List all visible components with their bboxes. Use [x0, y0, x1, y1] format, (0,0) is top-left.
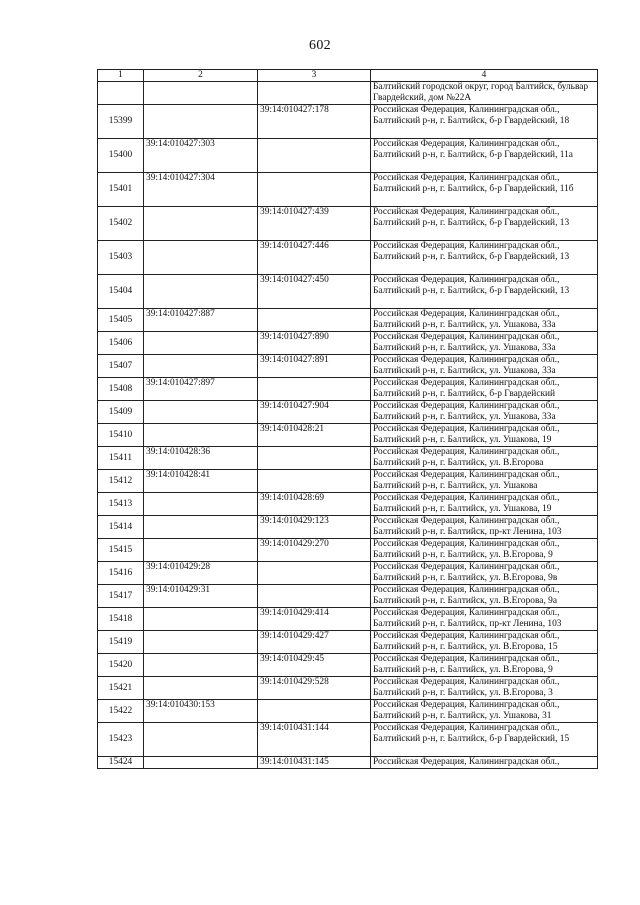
address-cell: Российская Федерация, Калининградская обл., Балтийский р-н, г. Балтийск, ул. Ушакова, 33а: [371, 309, 598, 332]
related-cadastral-number-cell: 39:14:010427:439: [258, 207, 371, 241]
related-cadastral-number-cell: [258, 173, 371, 207]
related-cadastral-number-cell: 39:14:010428:21: [258, 424, 371, 447]
cadastral-number-cell: [144, 539, 258, 562]
related-cadastral-number-cell: 39:14:010431:144: [258, 723, 371, 757]
cadastral-number-cell: [144, 654, 258, 677]
cadastral-number-cell: [144, 207, 258, 241]
address-cell: Российская Федерация, Калининградская обл., Балтийский р-н, г. Балтийск, б-р Гвардейский, 11б: [371, 173, 598, 207]
address-cell: Российская Федерация, Калининградская обл., Балтийский р-н, г. Балтийск, ул. Ушакова, 33а: [371, 401, 598, 424]
table-row: [98, 275, 598, 309]
column-header: 2: [144, 70, 258, 82]
cadastral-number-cell: [144, 105, 258, 139]
table-row: [98, 654, 598, 677]
table-row: [98, 700, 598, 723]
cadastral-number-cell: 39:14:010428:41: [144, 470, 258, 493]
related-cadastral-number-cell: [258, 309, 371, 332]
related-cadastral-number-cell: 39:14:010431:145: [258, 757, 371, 769]
address-cell: Российская Федерация, Калининградская обл., Балтийский р-н, г. Балтийск, ул. Ушакова, 31: [371, 700, 598, 723]
address-cell: Российская Федерация, Калининградская обл., Балтийский р-н, г. Балтийск, б-р Гвардейский, 15: [371, 723, 598, 757]
cadastral-number-cell: [144, 355, 258, 378]
row-number-cell: 15416: [98, 562, 144, 585]
cadastral-number-cell: [144, 723, 258, 757]
address-cell: Российская Федерация, Калининградская обл., Балтийский р-н, г. Балтийск, ул. Ушакова, 19: [371, 493, 598, 516]
table-row: [98, 173, 598, 207]
related-cadastral-number-cell: 39:14:010429:528: [258, 677, 371, 700]
related-cadastral-number-cell: [258, 447, 371, 470]
cadastral-number-cell: 39:14:010429:28: [144, 562, 258, 585]
row-number-cell: 15401: [98, 173, 144, 207]
related-cadastral-number-cell: [258, 470, 371, 493]
address-cell: Российская Федерация, Калининградская обл., Балтийский р-н, г. Балтийск, б-р Гвардейский, 13: [371, 275, 598, 309]
table-row: [98, 332, 598, 355]
table-row: [98, 355, 598, 378]
cadastral-number-cell: 39:14:010430:153: [144, 700, 258, 723]
table-row: [98, 516, 598, 539]
address-cell: Российская Федерация, Калининградская обл., Балтийский р-н, г. Балтийск, ул. В.Егорова, 9в: [371, 562, 598, 585]
related-cadastral-number-cell: 39:14:010427:446: [258, 241, 371, 275]
row-number-cell: 15420: [98, 654, 144, 677]
related-cadastral-number-cell: 39:14:010429:123: [258, 516, 371, 539]
address-cell: Российская Федерация, Калининградская обл., Балтийский р-н, г. Балтийск, ул. В.Егорова, 9а: [371, 585, 598, 608]
row-number-cell: 15415: [98, 539, 144, 562]
table-row: [98, 207, 598, 241]
address-cell: Российская Федерация, Калининградская обл., Балтийский р-н, г. Балтийск, ул. Ушакова: [371, 470, 598, 493]
table-row: [98, 309, 598, 332]
table-row: [98, 447, 598, 470]
table-header-row: [98, 70, 598, 82]
cadastral-number-cell: [144, 424, 258, 447]
cadastral-number-cell: [144, 631, 258, 654]
table-row: [98, 82, 598, 105]
row-number-cell: 15404: [98, 275, 144, 309]
address-cell: Балтийский городской округ, город Балтийск, бульвар Гвардейский, дом №22А: [371, 82, 598, 105]
address-cell: Российская Федерация, Калининградская обл., Балтийский р-н, г. Балтийск, б-р Гвардейский, 18: [371, 105, 598, 139]
row-number-cell: 15406: [98, 332, 144, 355]
cadastral-number-cell: 39:14:010427:897: [144, 378, 258, 401]
table-row: [98, 401, 598, 424]
cadastral-number-cell: [144, 82, 258, 105]
table-row: [98, 677, 598, 700]
related-cadastral-number-cell: [258, 700, 371, 723]
address-cell: Российская Федерация, Калининградская обл., Балтийский р-н, г. Балтийск, б-р Гвардейский, 11а: [371, 139, 598, 173]
cadastral-number-cell: [144, 493, 258, 516]
table-row: [98, 539, 598, 562]
related-cadastral-number-cell: 39:14:010427:904: [258, 401, 371, 424]
related-cadastral-number-cell: 39:14:010429:427: [258, 631, 371, 654]
table-row: [98, 378, 598, 401]
row-number-cell: 15402: [98, 207, 144, 241]
related-cadastral-number-cell: [258, 139, 371, 173]
row-number-cell: 15409: [98, 401, 144, 424]
row-number-cell: 15403: [98, 241, 144, 275]
related-cadastral-number-cell: 39:14:010428:69: [258, 493, 371, 516]
row-number-cell: 15408: [98, 378, 144, 401]
address-cell: Российская Федерация, Калининградская обл., Балтийский р-н, г. Балтийск, ул. В.Егорова, 3: [371, 677, 598, 700]
cadastral-number-cell: [144, 275, 258, 309]
address-cell: Российская Федерация, Калининградская обл., Балтийский р-н, г. Балтийск, ул. В.Егорова: [371, 447, 598, 470]
table-row: [98, 562, 598, 585]
column-header: 4: [371, 70, 598, 82]
row-number-cell: 15423: [98, 723, 144, 757]
table-row: [98, 757, 598, 769]
row-number-cell: 15405: [98, 309, 144, 332]
table-row: [98, 608, 598, 631]
row-number-cell: 15399: [98, 105, 144, 139]
related-cadastral-number-cell: [258, 82, 371, 105]
row-number-cell: 15418: [98, 608, 144, 631]
table-row: [98, 241, 598, 275]
related-cadastral-number-cell: 39:14:010429:414: [258, 608, 371, 631]
row-number-cell: 15422: [98, 700, 144, 723]
related-cadastral-number-cell: 39:14:010429:270: [258, 539, 371, 562]
table-row: [98, 105, 598, 139]
row-number-cell: 15417: [98, 585, 144, 608]
cadastral-number-cell: [144, 608, 258, 631]
cadastral-number-cell: 39:14:010427:887: [144, 309, 258, 332]
related-cadastral-number-cell: 39:14:010427:178: [258, 105, 371, 139]
cadastral-number-cell: [144, 241, 258, 275]
row-number-cell: 15414: [98, 516, 144, 539]
address-cell: Российская Федерация, Калининградская обл., Балтийский р-н, г. Балтийск, ул. Ушакова, 33а: [371, 332, 598, 355]
registry-table: [97, 69, 598, 769]
address-cell: Российская Федерация, Калининградская обл., Балтийский р-н, г. Балтийск, ул. В.Егорова, 9: [371, 654, 598, 677]
cadastral-number-cell: 39:14:010429:31: [144, 585, 258, 608]
table-body: [98, 82, 598, 769]
address-cell: Российская Федерация, Калининградская обл., Балтийский р-н, г. Балтийск, б-р Гвардейский: [371, 378, 598, 401]
address-cell: Российская Федерация, Калининградская обл., Балтийский р-н, г. Балтийск, ул. В.Егорова, 15: [371, 631, 598, 654]
address-cell: Российская Федерация, Калининградская обл., Балтийский р-н, г. Балтийск, пр-кт Ленина, 103: [371, 608, 598, 631]
related-cadastral-number-cell: [258, 378, 371, 401]
cadastral-number-cell: [144, 401, 258, 424]
cadastral-number-cell: 39:14:010428:36: [144, 447, 258, 470]
address-cell: Российская Федерация, Калининградская обл., Балтийский р-н, г. Балтийск, б-р Гвардейский, 13: [371, 207, 598, 241]
table-row: [98, 585, 598, 608]
cadastral-number-cell: [144, 757, 258, 769]
row-number-cell: [98, 82, 144, 105]
row-number-cell: 15413: [98, 493, 144, 516]
address-cell: Российская Федерация, Калининградская обл., Балтийский р-н, г. Балтийск, б-р Гвардейский, 13: [371, 241, 598, 275]
row-number-cell: 15410: [98, 424, 144, 447]
address-cell: Российская Федерация, Калининградская обл., Балтийский р-н, г. Балтийск, ул. Ушакова, 33а: [371, 355, 598, 378]
cadastral-number-cell: 39:14:010427:304: [144, 173, 258, 207]
page-number: 602: [309, 38, 331, 53]
row-number-cell: 15411: [98, 447, 144, 470]
table-row: [98, 493, 598, 516]
related-cadastral-number-cell: [258, 562, 371, 585]
table-row: [98, 470, 598, 493]
related-cadastral-number-cell: 39:14:010427:450: [258, 275, 371, 309]
cadastral-number-cell: 39:14:010427:303: [144, 139, 258, 173]
table-row: [98, 424, 598, 447]
address-cell: Российская Федерация, Калининградская обл.,: [371, 757, 598, 769]
table-row: [98, 723, 598, 757]
cadastral-number-cell: [144, 516, 258, 539]
row-number-cell: 15412: [98, 470, 144, 493]
column-header: 1: [98, 70, 144, 82]
address-cell: Российская Федерация, Калининградская обл., Балтийский р-н, г. Балтийск, пр-кт Ленина, 103: [371, 516, 598, 539]
row-number-cell: 15407: [98, 355, 144, 378]
related-cadastral-number-cell: 39:14:010427:891: [258, 355, 371, 378]
table-row: [98, 139, 598, 173]
table-row: [98, 631, 598, 654]
address-cell: Российская Федерация, Калининградская обл., Балтийский р-н, г. Балтийск, ул. Ушакова, 19: [371, 424, 598, 447]
row-number-cell: 15424: [98, 757, 144, 769]
cadastral-number-cell: [144, 677, 258, 700]
address-cell: Российская Федерация, Калининградская обл., Балтийский р-н, г. Балтийск, ул. В.Егорова, 9: [371, 539, 598, 562]
row-number-cell: 15400: [98, 139, 144, 173]
related-cadastral-number-cell: [258, 585, 371, 608]
row-number-cell: 15421: [98, 677, 144, 700]
column-header: 3: [258, 70, 371, 82]
related-cadastral-number-cell: 39:14:010427:890: [258, 332, 371, 355]
row-number-cell: 15419: [98, 631, 144, 654]
related-cadastral-number-cell: 39:14:010429:45: [258, 654, 371, 677]
cadastral-number-cell: [144, 332, 258, 355]
